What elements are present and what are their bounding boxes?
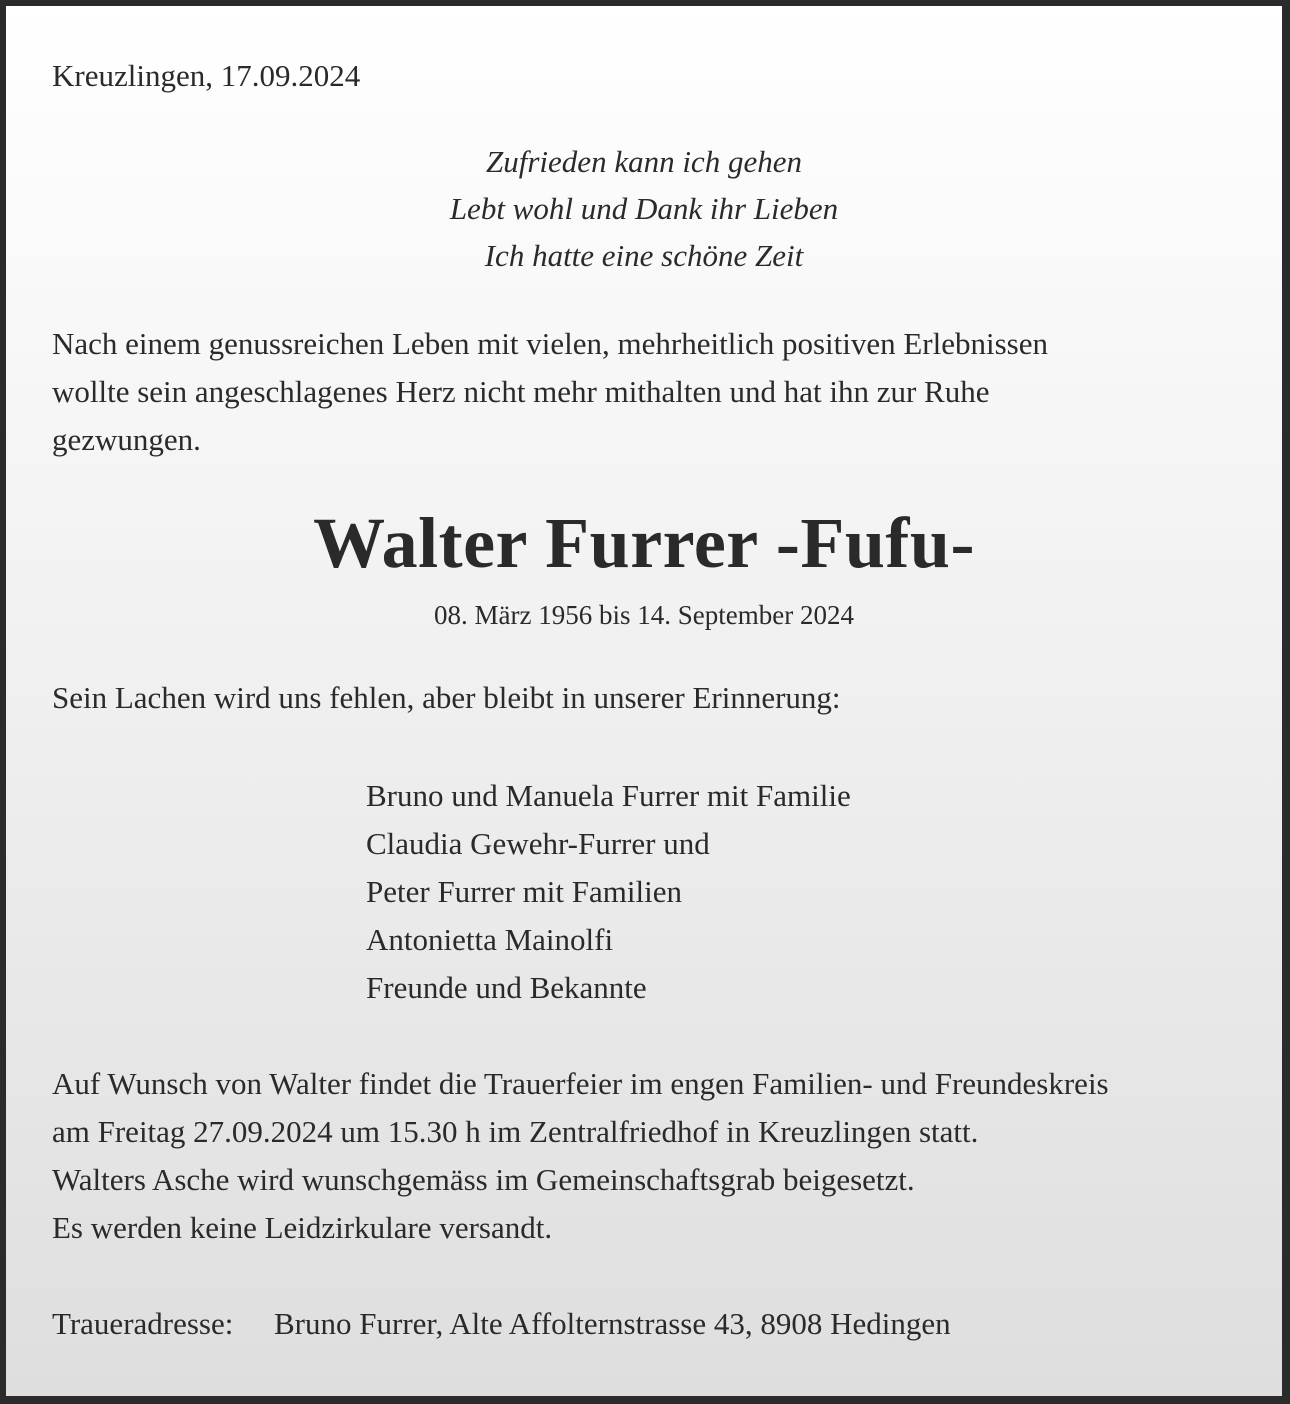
deceased-name: Walter Furrer -Fufu- bbox=[313, 503, 975, 583]
funeral-info-line: Walters Asche wird wunschgemäss im Gemeinschaftsgrab beigesetzt. bbox=[52, 1162, 915, 1197]
intro-line: gezwungen. bbox=[52, 422, 201, 457]
obituary-notice bbox=[6, 6, 1282, 1396]
remembrance-text: Sein Lachen wird uns fehlen, aber bleibt in unserer Erinnerung: bbox=[52, 680, 841, 715]
funeral-info-line: Es werden keine Leidzirkulare versandt. bbox=[52, 1210, 553, 1245]
mourner-line: Bruno und Manuela Furrer mit Familie bbox=[366, 778, 851, 813]
address-value: Bruno Furrer, Alte Affolternstrasse 43, 8908 Hedingen bbox=[274, 1306, 951, 1341]
poem-line: Ich hatte eine schöne Zeit bbox=[484, 238, 804, 273]
poem-line: Zufrieden kann ich gehen bbox=[486, 144, 802, 179]
mourner-line: Freunde und Bekannte bbox=[366, 970, 647, 1005]
place-date: Kreuzlingen, 17.09.2024 bbox=[52, 58, 361, 93]
intro-line: Nach einem genussreichen Leben mit vielen, mehrheitlich positiven Erlebnissen bbox=[52, 326, 1048, 361]
funeral-info-line: am Freitag 27.09.2024 um 15.30 h im Zentralfriedhof in Kreuzlingen statt. bbox=[52, 1114, 979, 1149]
funeral-info-line: Auf Wunsch von Walter findet die Trauerfeier im engen Familien- und Freundeskreis bbox=[52, 1066, 1109, 1101]
poem-line: Lebt wohl und Dank ihr Lieben bbox=[449, 191, 839, 226]
mourner-line: Peter Furrer mit Familien bbox=[366, 874, 682, 909]
intro-line: wollte sein angeschlagenes Herz nicht mehr mithalten und hat ihn zur Ruhe bbox=[52, 374, 990, 409]
life-dates: 08. März 1956 bis 14. September 2024 bbox=[434, 600, 854, 630]
mourner-line: Claudia Gewehr-Furrer und bbox=[366, 826, 710, 861]
address-label: Traueradresse: bbox=[52, 1306, 234, 1341]
mourner-line: Antonietta Mainolfi bbox=[366, 922, 614, 957]
